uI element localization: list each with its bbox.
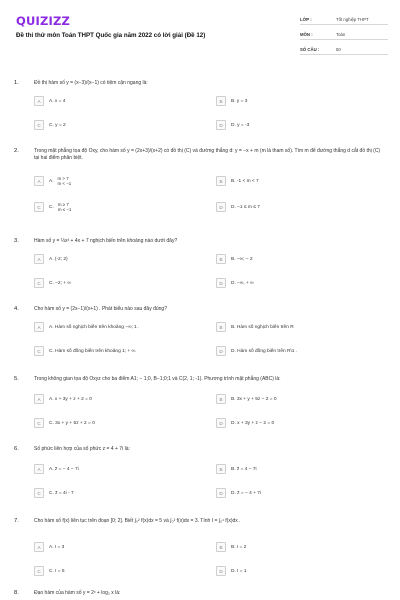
meta-label: MÔN : [300, 32, 313, 37]
option-letter: B [216, 542, 226, 552]
question-number: 7. [14, 518, 19, 524]
question-number: 4. [14, 306, 19, 312]
option-b[interactable] [216, 462, 391, 476]
option-letter: A [34, 322, 44, 332]
option-system [58, 176, 72, 187]
option-line: m ≥ 7 [57, 201, 69, 207]
meta-value: Tốt nghiệp THPT [336, 17, 369, 22]
option-text: B. -1 < m < 7 [231, 178, 259, 184]
page-title: Đề thi thử môn Toán THPT Quốc gia năm 2022 có lời giải (Đề 12) [16, 32, 206, 39]
option-text: A. x = 4 [49, 98, 66, 104]
option-a[interactable] [34, 94, 209, 108]
meta-row-subject [300, 28, 388, 40]
question-number: 6. [14, 446, 19, 452]
question-number: 3. [14, 238, 19, 244]
option-d[interactable] [216, 564, 391, 578]
worksheet-meta [300, 13, 388, 58]
option-d[interactable] [216, 416, 391, 430]
option-letter: B [216, 254, 226, 264]
question-text: Trong mặt phẳng tọa độ Oxy, cho hàm số y = (2x+3)/(x+2) có đồ thị (C) và đường thẳng d: y = −x + m (m là tham số). Tìm m để đường thẳng d cắt đồ thị (C) tại hai điểm phân biệt. [34, 148, 381, 162]
option-text: D. z̄ = − 4 + 7i [231, 490, 261, 496]
option-a[interactable] [34, 540, 209, 554]
option-text: D. I = 1 [231, 568, 247, 574]
option-b[interactable] [216, 392, 391, 406]
option-text: D. y = -3 [231, 122, 250, 128]
option-letter: A [34, 176, 44, 186]
option-letter: C [34, 488, 44, 498]
option-text: A. x + 3y + z + 2 = 0 [49, 396, 92, 402]
option-letter: B [216, 96, 226, 106]
option-c[interactable] [34, 564, 209, 578]
meta-label: SỐ CÂU : [300, 47, 320, 52]
option-text: C. y = 2 [49, 122, 66, 128]
option-text: C. I = 5 [49, 568, 65, 574]
option-a[interactable] [34, 320, 209, 334]
option-d[interactable] [216, 344, 391, 358]
meta-value: 50 [336, 47, 341, 52]
question-text: Trong không gian tọa độ Oxyz cho ba điểm A1; − 1;0, B−1;0;1 và C(2, 1; -1). Phương trình mặt phẳng (ABC) là: [34, 376, 281, 382]
option-d[interactable] [216, 486, 391, 500]
meta-value: Toán [336, 32, 346, 37]
option-d[interactable] [216, 118, 391, 132]
option-text: B. 3x + y + 5z − 2 = 0 [231, 396, 277, 402]
option-b[interactable] [216, 320, 391, 334]
option-text: B. y = 3 [231, 98, 248, 104]
question-number: 2. [14, 148, 19, 154]
option-prefix: C. [49, 204, 54, 210]
meta-label: LỚP : [300, 17, 312, 22]
option-letter: B [216, 322, 226, 332]
option-text: D. x + 3y + z − 2 = 0 [231, 420, 275, 426]
option-c[interactable] [34, 198, 209, 216]
option-text: C. −2; + ∞ [49, 280, 71, 286]
option-text: A. I = 3 [49, 544, 65, 550]
option-text: D. Hàm số đồng biến trên R\1 . [231, 348, 298, 354]
option-letter: D [216, 278, 226, 288]
option-text: C. z̄ = 4i - 7 [49, 490, 74, 496]
option-a[interactable] [34, 462, 209, 476]
option-d[interactable] [216, 276, 391, 290]
question-text: Cho hàm số f(x) liên tục trên đoạn [0; 2]. Biết ∫₀² f(x)dx = 5 và ∫₀² f(x)dx = 3. Tính I = ∫₀¹ f(x)dx . [34, 518, 241, 524]
option-letter: D [216, 566, 226, 576]
question-number: 5. [14, 376, 19, 382]
option-c[interactable] [34, 344, 209, 358]
option-a[interactable] [34, 172, 209, 190]
option-b[interactable] [216, 540, 391, 554]
option-letter: C [34, 278, 44, 288]
option-letter: C [34, 202, 44, 212]
option-letter: D [216, 488, 226, 498]
option-letter: B [216, 464, 226, 474]
option-a[interactable] [34, 392, 209, 406]
option-letter: D [216, 346, 226, 356]
option-text: C. Hàm số đồng biến trên khoảng 1; + ∞. [49, 348, 137, 354]
option-b[interactable] [216, 174, 391, 188]
option-letter: A [34, 254, 44, 264]
quizizz-logo: QUIZIZZ [16, 14, 71, 28]
option-c[interactable] [34, 486, 209, 500]
question-text: Hàm số y = ⅓x³ + 4x + 7 nghịch biến trên khoảng nào dưới đây? [34, 238, 178, 244]
option-c[interactable] [34, 118, 209, 132]
option-c[interactable] [34, 276, 209, 290]
option-text: A. Hàm số nghịch biến trên khoảng −∞; 1 . [49, 324, 140, 330]
option-line: m > 7 [57, 175, 69, 181]
option-text: B. −∞; − 2 [231, 256, 253, 262]
option-c[interactable] [34, 416, 209, 430]
option-text: C. 3x + y + 5z + 2 = 0 [49, 420, 95, 426]
question-text: Số phức liên hợp của số phức z = 4 + 7i là: [34, 446, 130, 452]
option-letter: D [216, 418, 226, 428]
question-number: 8. [14, 590, 19, 596]
question-text: Cho hàm số y = (2x−1)/(x+1) . Phát biểu nào sau đây đúng? [34, 306, 167, 312]
option-line: m ≤ −1 [57, 207, 72, 212]
option-letter: A [34, 96, 44, 106]
option-text: D. −∞, + ∞ [231, 280, 254, 286]
option-letter: D [216, 202, 226, 212]
option-text: A. z̄ = − 4 − 7i [49, 466, 79, 472]
worksheet-header [0, 0, 400, 62]
option-prefix: A. [49, 178, 54, 184]
option-b[interactable] [216, 94, 391, 108]
option-letter: B [216, 176, 226, 186]
question-number: 1. [14, 80, 19, 86]
option-text: B. z̄ = 4 − 7i [231, 466, 257, 472]
option-system [58, 202, 72, 213]
option-letter: B [216, 394, 226, 404]
option-a[interactable] [34, 252, 209, 266]
question-text: Đạo hàm của hàm số y = 2ˣ + log₂ x là: [34, 590, 121, 596]
option-d[interactable] [216, 200, 391, 214]
option-letter: A [34, 542, 44, 552]
option-text: B. I = 2 [231, 544, 247, 550]
meta-row-count [300, 43, 388, 55]
option-letter: A [34, 464, 44, 474]
option-b[interactable] [216, 252, 391, 266]
option-letter: C [34, 418, 44, 428]
option-line: m < −1 [57, 181, 72, 186]
option-text: B. Hàm số nghịch biến trên R [231, 324, 294, 330]
option-letter: D [216, 120, 226, 130]
option-letter: C [34, 346, 44, 356]
question-text: Đồ thị hàm số y = (x−3)/(x−1) có tiệm cận ngang là: [34, 80, 148, 86]
meta-row-class [300, 13, 388, 25]
option-letter: C [34, 120, 44, 130]
option-text: D. −1 ≤ m ≤ 7 [231, 204, 260, 210]
option-letter: A [34, 394, 44, 404]
option-text: A. (-2; 2) [49, 256, 68, 262]
option-letter: C [34, 566, 44, 576]
